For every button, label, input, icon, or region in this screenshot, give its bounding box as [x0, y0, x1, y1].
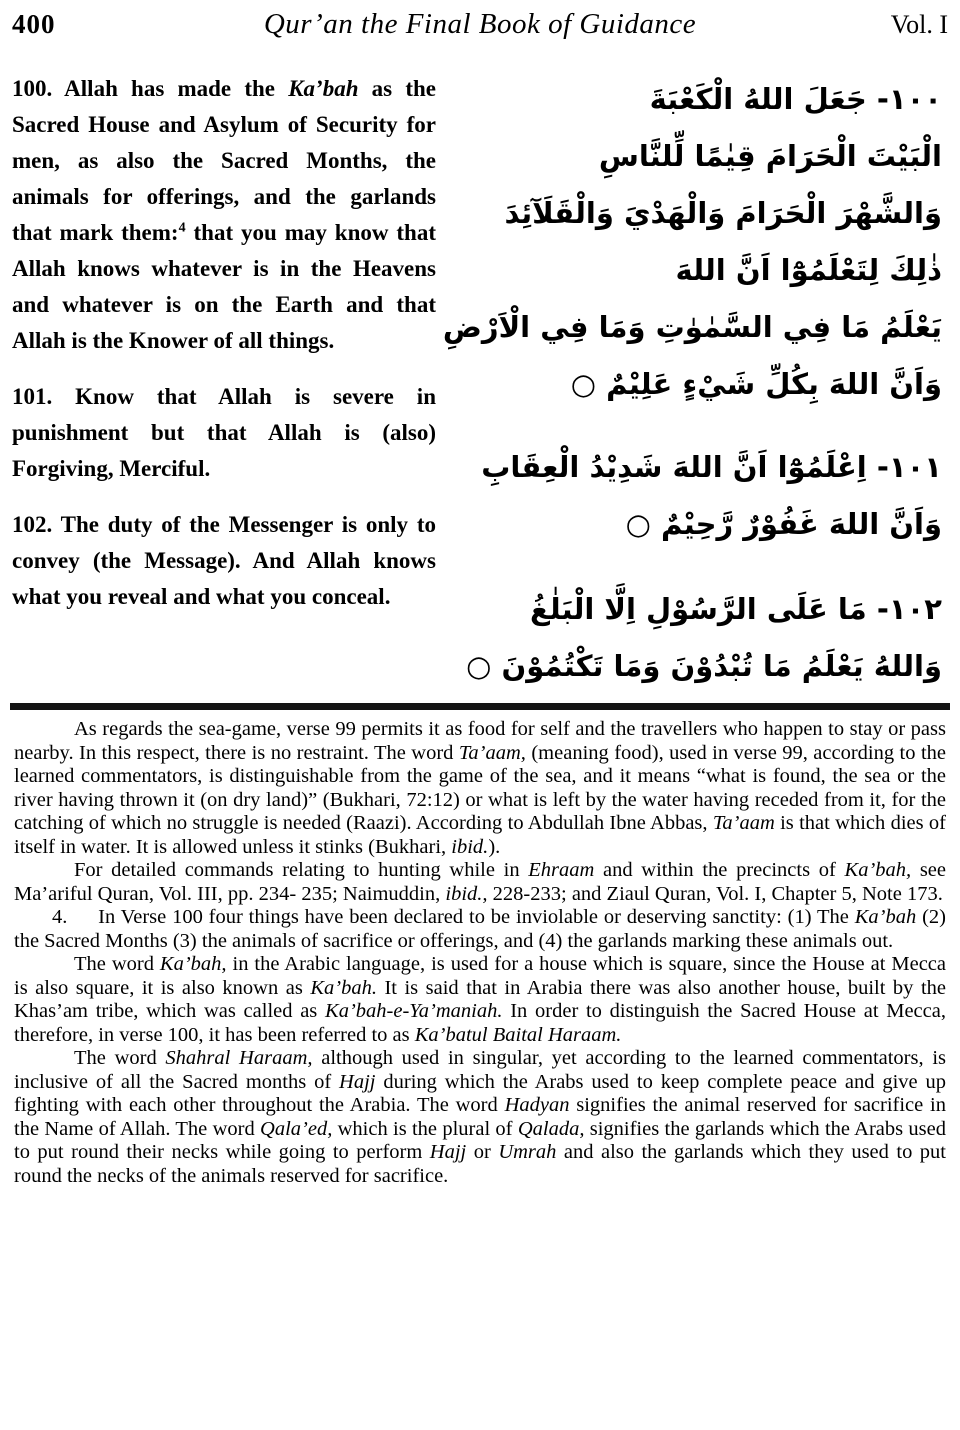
- verse-100-arabic: [442, 71, 942, 413]
- book-title: Qur’an the Final Book of Guidance: [263, 8, 697, 40]
- arabic-line: وَالشَّهْرَ الْحَرَامَ وَالْهَدْيَ وَالْقَلَآئِدَ: [504, 196, 942, 230]
- footnote-divider: [10, 703, 950, 710]
- commentary-paragraph: The word Shahral Haraam, although used in singular, yet according to the learned commentators, is inclusive of all the Sacred months of Hajj during which the Arabs used to keep complete peace and give up fighting with each other throughout the Arabia. The word Hadyan signifies the animal reserved for sacrifice in the Name of Allah. The word Qala’ed, which is the plural of Qalada, signifies the garlands which the Arabs used to put round their necks while going to perform Hajj or Umrah and also the garlands which they used to put round the necks of the animals reserved for sacrifice.: [14, 1047, 947, 1187]
- commentary-paragraph: For detailed commands relating to hunting while in Ehraam and within the precincts of Ka’bah, see Ma’ariful Quran, Vol. III, pp. 234- 235; Naimuddin, ibid., 228-233; and Ziaul Quran, Vol. I, Chapter 5, Note 173.: [14, 859, 946, 905]
- page-header: [8, 8, 952, 45]
- verse-102-english: 102. The duty of the Messenger is only to convey (the Message). And Allah knows what you reveal and what you conceal.: [12, 512, 436, 609]
- verse-area: [8, 71, 952, 695]
- commentary-section: [8, 716, 952, 1188]
- verse-100-english: 100. Allah has made the Ka’bah as the Sacred House and Asylum of Security for men, as also the Sacred Months, the animals for offerings, and the garlands that mark them:$^4$ that you may know that Allah knows whatever is in the Heavens and whatever is on the Earth and that Allah is the Knower of all things.: [12, 76, 436, 353]
- footnote-4-paragraph: 4. In Verse 100 four things have been declared to be inviolable or deserving sanctity: (1) The Ka’bah (2) the Sacred Months (3) the animals of sacrifice or offerings, and (4) the garlands marking these animals out.: [14, 906, 946, 952]
- arabic-line: يَعْلَمُ مَا فِي السَّمٰوٰتِ وَمَا فِي الْاَرْضِ: [442, 310, 942, 344]
- arabic-line: ١٠١- اِعْلَمُوْٓا اَنَّ اللهَ شَدِيْدُ الْعِقَابِ: [481, 450, 942, 484]
- verse-101-arabic: [442, 439, 942, 553]
- commentary-paragraph: The word Ka’bah, in the Arabic language, is used for a house which is square, since the House at Mecca is also square, it is also known as Ka’bah. It is said that in Arabia there was also another house, built by the Khas’am tribe, which was called as Ka’bah-e-Ya’maniah. In order to distinguish the Sacred House at Mecca, therefore, in verse 100, it has been referred to as Ka’batul Baital Haraam.: [14, 953, 946, 1046]
- arabic-line: ١٠٢- مَا عَلَى الرَّسُوْلِ اِلَّا الْبَلٰغُ: [529, 592, 942, 626]
- commentary-paragraph: As regards the sea-game, verse 99 permits it as food for self and the travellers who happen to stay or pass nearby. In this respect, there is no restraint. The word Ta’aam, (meaning food), used in verse 99, according to the learned commentators, is distinguishable from the game of the sea, and it means “what is found, the sea or the river having thrown it (on dry land)” (Bukhari, 72:12) or what is left by the water having receded from it, for the catching of which no struggle is needed (Raazi). According to Abdullah Ibne Abbas, Ta’aam is that which dies of itself in water. It is allowed unless it stinks (Bukhari, ibid.).: [14, 718, 947, 858]
- arabic-line: الْبَيْتَ الْحَرَامَ قِيٰمًا لِّلنَّاسِ: [598, 139, 942, 173]
- arabic-text-column: [442, 71, 952, 695]
- volume-label: Vol. I: [890, 10, 948, 39]
- arabic-line: ١٠٠- جَعَلَ اللهُ الْكَعْبَةَ: [649, 82, 942, 116]
- arabic-line: ذٰلِكَ لِتَعْلَمُوْٓا اَنَّ اللهَ: [675, 253, 942, 287]
- arabic-line: وَاللهُ يَعْلَمُ مَا تُبْدُوْنَ وَمَا تَكْتُمُوْنَ ○: [466, 649, 942, 683]
- verse-102-arabic: [442, 581, 942, 695]
- english-translation-column: [8, 71, 442, 695]
- arabic-line: وَاَنَّ اللهَ بِكُلِّ شَيْءٍ عَلِيْمٌ ○: [570, 367, 942, 401]
- page-number: 400: [12, 9, 56, 39]
- verse-101-english: 101. Know that Allah is severe in punishment but that Allah is (also) Forgiving, Merciful.: [12, 384, 436, 481]
- arabic-line: وَاَنَّ اللهَ غَفُوْرٌ رَّحِيْمٌ ○: [625, 507, 942, 541]
